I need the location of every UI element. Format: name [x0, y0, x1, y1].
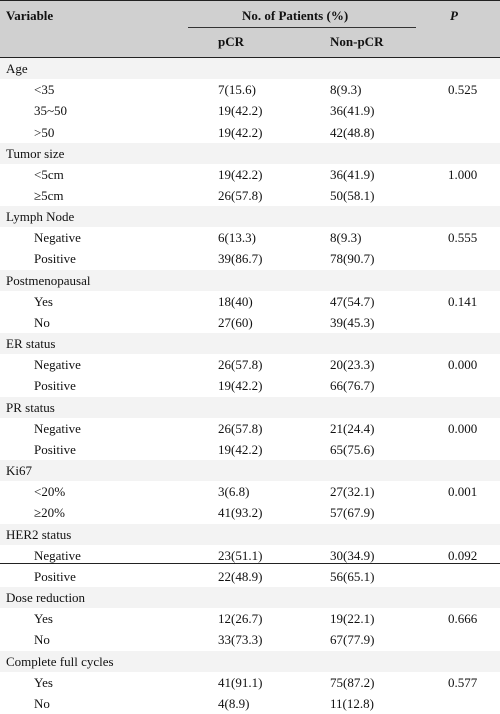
category-row: [0, 333, 500, 354]
variable-cell: No: [34, 695, 50, 711]
non-pcr-cell: 56(65.1): [330, 568, 375, 584]
non-pcr-cell: 30(34.9): [330, 547, 375, 563]
non-pcr-cell: 78(90.7): [330, 251, 375, 267]
table-row: [0, 248, 500, 269]
table-row: [0, 418, 500, 439]
variable-cell: 35~50: [34, 103, 68, 119]
pcr-cell: 23(51.1): [218, 547, 263, 563]
variable-cell: ER status: [6, 336, 56, 352]
category-row: [0, 397, 500, 418]
non-pcr-cell: 36(41.9): [330, 166, 375, 182]
p-value-cell: 0.000: [448, 420, 478, 436]
variable-cell: Positive: [34, 378, 76, 394]
table-row: [0, 122, 500, 143]
non-pcr-cell: 47(54.7): [330, 293, 375, 309]
non-pcr-cell: 19(22.1): [330, 611, 375, 627]
table-row: [0, 693, 500, 714]
pcr-cell: 26(57.8): [218, 357, 263, 373]
table-header-sub: [0, 30, 500, 58]
non-pcr-cell: 11(12.8): [330, 695, 374, 711]
variable-cell: Complete full cycles: [6, 653, 114, 669]
variable-cell: Yes: [34, 293, 53, 309]
table-row: [0, 354, 500, 375]
variable-cell: <20%: [34, 484, 66, 500]
non-pcr-cell: 67(77.9): [330, 632, 375, 648]
group-header-rule: [188, 27, 416, 28]
variable-cell: No: [34, 632, 50, 648]
pcr-cell: 33(73.3): [218, 632, 263, 648]
table-row: [0, 227, 500, 248]
variable-cell: Lymph Node: [6, 209, 75, 225]
table-row: [0, 502, 500, 523]
variable-cell: No: [34, 314, 50, 330]
variable-cell: Positive: [34, 441, 76, 457]
variable-cell: PR status: [6, 399, 55, 415]
variable-cell: Positive: [34, 568, 76, 584]
pcr-cell: 26(57.8): [218, 420, 263, 436]
table-row: [0, 629, 500, 650]
table-row: [0, 481, 500, 502]
variable-cell: ≥20%: [34, 505, 65, 521]
table-row: [0, 608, 500, 629]
p-value-cell: 0.092: [448, 547, 478, 563]
pcr-cell: 19(42.2): [218, 166, 263, 182]
variable-cell: Postmenopausal: [6, 272, 91, 288]
p-value-column-header: P: [450, 8, 458, 23]
table-row: [0, 185, 500, 206]
variable-cell: <35: [34, 82, 55, 98]
pcr-cell: 39(86.7): [218, 251, 263, 267]
patients-group-header: No. of Patients (%): [242, 8, 349, 23]
table-row: [0, 312, 500, 333]
pcr-cell: 7(15.6): [218, 82, 256, 98]
category-row: [0, 206, 500, 227]
variable-cell: Yes: [34, 674, 53, 690]
pcr-column-header: pCR: [218, 34, 245, 49]
p-value-cell: 0.001: [448, 484, 478, 500]
variable-column-header: Variable: [6, 8, 54, 23]
pcr-cell: 19(42.2): [218, 103, 263, 119]
variable-cell: Ki67: [6, 463, 32, 478]
pcr-cell: 19(42.2): [218, 378, 263, 394]
p-value-cell: 0.000: [448, 357, 478, 373]
non-pcr-cell: 21(24.4): [330, 420, 375, 436]
table-bottom-rule: [0, 563, 500, 564]
table-row: [0, 375, 500, 396]
p-value-cell: 1.000: [448, 166, 478, 182]
table-row: [0, 672, 500, 693]
variable-cell: Positive: [34, 251, 76, 267]
pcr-cell: 26(57.8): [218, 188, 263, 203]
non-pcr-cell: 8(9.3): [330, 82, 362, 98]
non-pcr-column-header: Non-pCR: [330, 34, 384, 49]
table-row: [0, 79, 500, 100]
category-row: [0, 270, 500, 291]
category-row: [0, 651, 500, 672]
non-pcr-cell: 36(41.9): [330, 103, 375, 119]
non-pcr-cell: 57(67.9): [330, 505, 375, 521]
pcr-cell: 4(8.9): [218, 695, 250, 711]
pcr-cell: 12(26.7): [218, 611, 263, 627]
non-pcr-cell: 50(58.1): [330, 188, 375, 203]
p-value-cell: 0.666: [448, 611, 478, 627]
pcr-cell: 27(60): [218, 314, 253, 330]
variable-cell: Dose reduction: [6, 590, 86, 605]
non-pcr-cell: 20(23.3): [330, 357, 375, 373]
category-row: [0, 143, 500, 164]
variable-cell: ≥5cm: [34, 188, 64, 203]
p-value-cell: 0.577: [448, 674, 478, 690]
non-pcr-cell: 65(75.6): [330, 441, 375, 457]
table-row: [0, 100, 500, 121]
table-row: [0, 439, 500, 460]
p-value-cell: 0.525: [448, 82, 478, 98]
pcr-cell: 19(42.2): [218, 441, 263, 457]
non-pcr-cell: 8(9.3): [330, 230, 362, 246]
variable-cell: HER2 status: [6, 526, 72, 542]
pcr-cell: 6(13.3): [218, 230, 256, 246]
pcr-cell: 3(6.8): [218, 484, 250, 500]
table-header-top: [0, 0, 500, 30]
variable-cell: Negative: [34, 230, 81, 246]
table-row: [0, 164, 500, 185]
pcr-cell: 19(42.2): [218, 124, 263, 140]
category-row: [0, 460, 500, 481]
non-pcr-cell: 39(45.3): [330, 314, 375, 330]
table-row: [0, 566, 500, 587]
pcr-cell: 41(91.1): [218, 674, 263, 690]
variable-cell: <5cm: [34, 166, 64, 182]
p-value-cell: 0.555: [448, 230, 478, 246]
non-pcr-cell: 66(76.7): [330, 378, 375, 394]
non-pcr-cell: 75(87.2): [330, 674, 375, 690]
pcr-cell: 22(48.9): [218, 568, 263, 584]
variable-cell: Negative: [34, 357, 81, 373]
non-pcr-cell: 27(32.1): [330, 484, 375, 500]
variable-cell: Tumor size: [6, 145, 65, 161]
pcr-cell: 18(40): [218, 293, 253, 309]
pcr-cell: 41(93.2): [218, 505, 263, 521]
p-value-cell: 0.141: [448, 293, 478, 309]
category-row: [0, 587, 500, 608]
table-row: [0, 291, 500, 312]
variable-cell: >50: [34, 124, 55, 140]
category-row: [0, 524, 500, 545]
category-row: [0, 58, 500, 79]
variable-cell: Negative: [34, 547, 81, 563]
variable-cell: Negative: [34, 420, 81, 436]
non-pcr-cell: 42(48.8): [330, 124, 375, 140]
variable-cell: Yes: [34, 611, 53, 627]
variable-cell: Age: [6, 61, 28, 76]
